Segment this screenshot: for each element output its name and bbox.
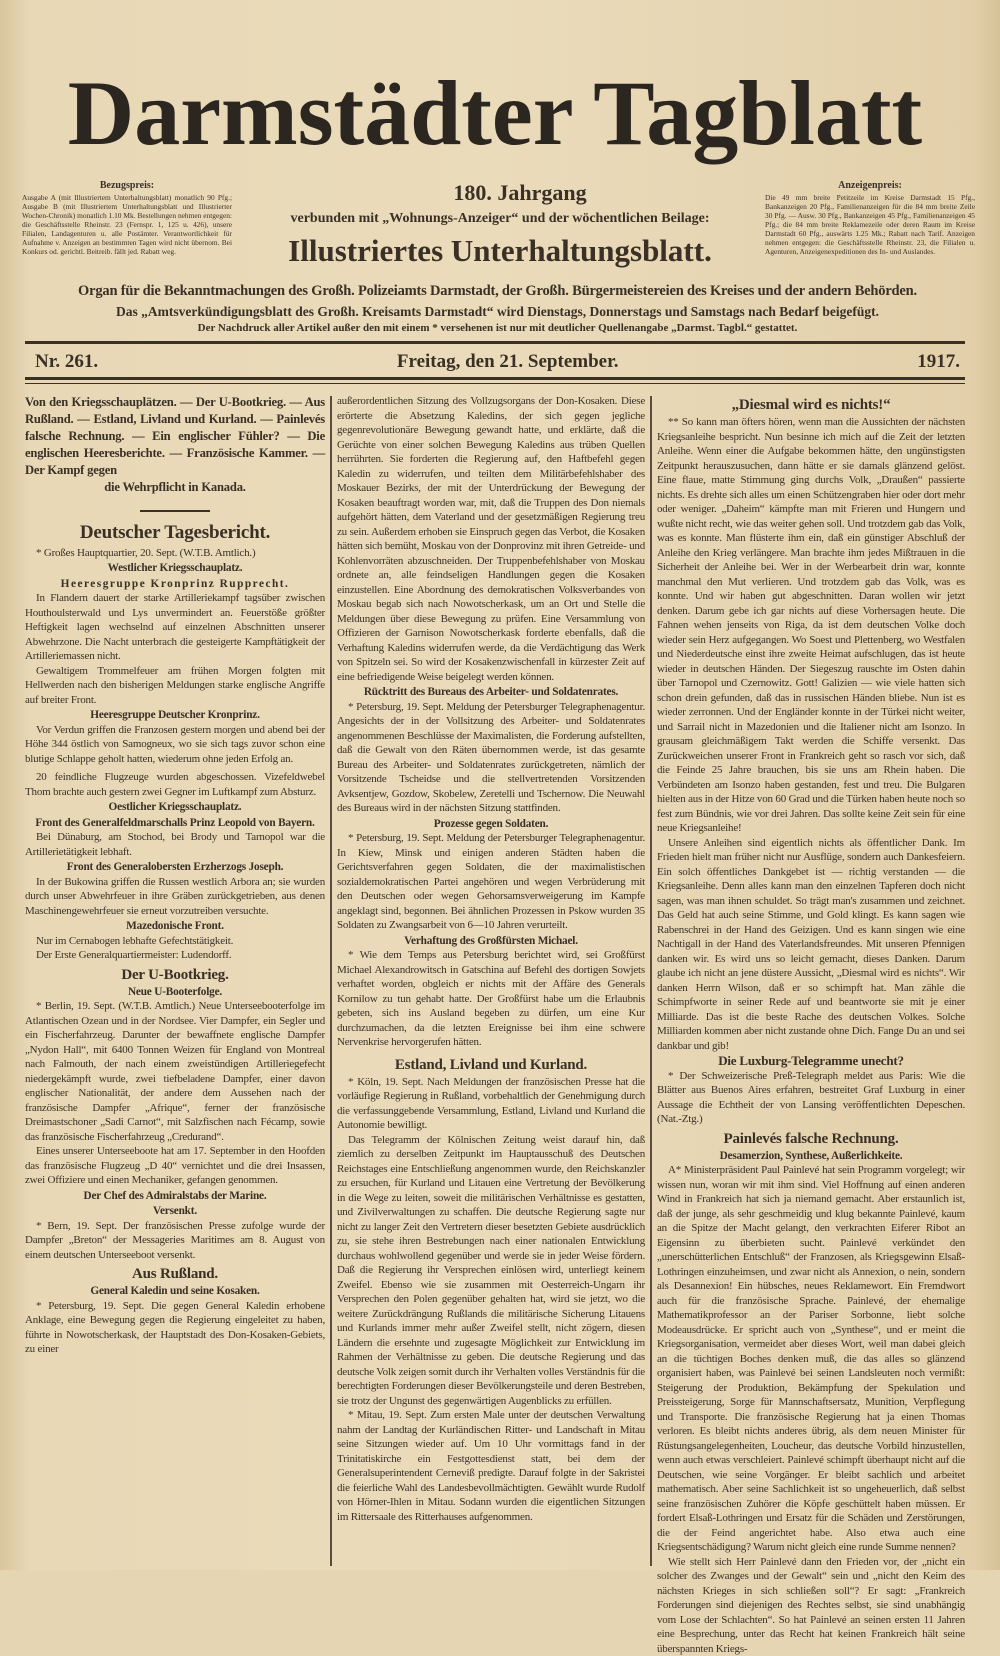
subhead: Mazedonische Front. [25, 919, 325, 934]
paragraph: Vor Verdun griffen die Franzosen gestern morgen und abend bei der Höhe 344 östlich von Samogneux, wo sie sich tags zuvor schon eine blutige Schlappe geholt hatten, wiederum ohne jeden Erfolg an. [25, 723, 325, 767]
subhead: Front des Generalfeldmarschalls Prinz Leopold von Bayern. [25, 816, 325, 831]
column-1 [25, 394, 325, 1357]
paragraph: * Wie dem Temps aus Petersburg berichtet wird, sei Großfürst Michael Alexandrowitsch in Gatschina auf Befehl des dortigen Sowjets verhaftet worden, obgleich er nichts mit der Affäre des Generals Kornilow zu tun gehabt hatte. Der Großfürst habe um die Erlaubnis gebeten, sich ins Ausland begeben zu dürfen, um eine Kur durchzumachen, da die letzten Ereignisse bei ihm eine schwere Nervenkrise hervorgerufen hätten. [337, 948, 645, 1050]
official-gazette-line: Das „Amtsverkündigungsblatt des Großh. Kreisamts Darmstadt“ wird Dienstags, Donnerstags und Samstags nach Bedarf beigefügt. [15, 303, 980, 320]
header-rule-top [25, 341, 965, 344]
paragraph: 20 feindliche Flugzeuge wurden abgeschossen. Vizefeldwebel Thom brachte auch gestern zwei Gegner im Luftkampf zum Absturz. [25, 770, 325, 799]
issue-year: 1917. [917, 350, 960, 374]
headline-estland: Estland, Livland und Kurland. [337, 1056, 645, 1074]
paragraph: In der Bukowina griffen die Russen westlich Arbora an; sie wurden durch unser Abwehrfeuer in ihre Gräben zurückgetrieben, aus denen Maschinengewehrfeuer sie erneut vorzutreiben versuchte. [25, 875, 325, 919]
headline-uboot: Der U-Bootkrieg. [25, 966, 325, 984]
volume-year: 180. Jahrgang [360, 180, 680, 206]
paragraph: In Flandern dauert der starke Artilleriekampf tagsüber zwischen Houthoulsterwald und Lys unvermindert an. Feuerstöße größter Heftigkeit lagen wechselnd auf einzelnen Abschnitten unserer Abwehrzone. Die Nacht unterbrach die gesteigerte Kampftätigkeit der Artilleriemassen nicht. [25, 591, 325, 664]
paragraph: Bei Dünaburg, am Stochod, bei Brody und Tarnopol war die Artillerietätigkeit lebhaft. [25, 830, 325, 859]
headline-painleve: Painlevés falsche Rechnung. [657, 1130, 965, 1148]
issue-number: Nr. 261. [35, 350, 98, 374]
paragraph: * Großes Hauptquartier, 20. Sept. (W.T.B. Amtlich.) [25, 546, 325, 561]
paragraph: * Petersburg, 19. Sept. Die gegen General Kaledin erhobene Anklage, eine Bewegung gegen die Regierung eingeleitet zu haben, führte in Nowotscherkask, der Hauptstadt des Don-Kosaken-Gebiets, zu einer [25, 1299, 325, 1357]
paragraph: Das Telegramm der Kölnischen Zeitung weist darauf hin, daß ziemlich zu derselben Zeitpunkt im Hauptausschuß des Deutschen Reichstages eine Entschließung angenommen wurde, den Reichskanzler zu ersuchen, für Kurland und Litauen eine Vertretung der Bevölkerung in die Wege zu leiten, soweit die militärischen Verhältnisse es gestatten, und Zivilverwaltungen zu schaffen. Die deutsche Regierung sagte nur nicht zu langer Zeit den Vertretern dieser besetzten Gebiete ausdrücklich zu, sie stehe ihren Bestrebungen nach einer nationalen Entwicklung durchaus wohlwollend gegenüber und werde sie in jeder Weise fördern. Daß die Regierung ihr Versprechen einlösen wird, unterliegt keinem Zweifel. Ebenso wie sie zusammen mit Oesterreich-Ungarn ihr Versprechen den Polen gegenüber gehalten hat, wird sie jetzt, wo die weitere Zurückdrängung Rußlands die militärische Sicherung Litauens und Kurlands immer mehr außer Zweifel stellt, nicht zögern, diesen Ländern die ersehnte und zugesagte Möglichkeit zur Entwicklung im Rahmen der Verhältnisse zu geben. Die deutsche Regierung und das deutsche Volk zeigen somit durch ihr Verhalten volles Verständnis für die berechtigten Forderungen dieser Bevölkerungsteile und deren Bestreben, sie trotz der Ungunst des gegenwärtigen Augenblicks zu erfüllen. [337, 1133, 645, 1409]
subhead: Rücktritt des Bureaus des Arbeiter- und Soldatenrates. [337, 685, 645, 700]
column-2 [337, 394, 645, 1524]
headline-russland: Aus Rußland. [25, 1265, 325, 1283]
subhead: Front des Generalobersten Erzherzogs Joseph. [25, 860, 325, 875]
subhead: Versenkt. [25, 1204, 325, 1219]
ad-price-title: Anzeigenpreis: [765, 180, 975, 191]
organ-line: Organ für die Bekanntmachungen des Großh. Polizeiamts Darmstadt, der Großh. Bürgermeistereien des Kreises und der andern Behörden. [15, 282, 980, 301]
paragraph: Nur im Cernabogen lebhafte Gefechtstätigkeit. [25, 934, 325, 949]
paragraph: Wie stellt sich Herr Painlevé dann den Frieden vor, der „nicht ein solcher des Zwanges und der Gewalt“ sein und „nicht den Keim des nächsten Krieges in sich schließen soll“? Er sagt: „Frankreich Forderungen sind diejenigen des Rechtes selbst, sie sind unabhängig vom Lose der Schlachten“. So hat Painlevé an seinen ersten 11 Jahren eine Besprechung, unter das Recht hat keinen Frankreich hält seine überspannten Kriegs- [657, 1555, 965, 1656]
paragraph: außerordentlichen Sitzung des Vollzugsorgans der Don-Kosaken. Diese erörterte die Absetzung Kaledins, der sich gegen jegliche gegenrevolutionäre Bewegung gewandt hatte, und erklärte, daß die Gerüchte von einer solchen Bewegung Kaledins aus trüben Quellen herrührten. Sie forderten die Regierung auf, den Haftbefehl gegen Kaledin zu widerrufen, und teilten dem Militärbefehlshaber des Moskauer Bezirks, der mit der Unterdrückung der Bewegung der Kosaken beauftragt worden war, mit, daß die Truppen des Don niemals aufgehört hätten, dem Vaterland und der gesetzmäßigen Regierung treu zu sein. Außerdem erhoben sie Einspruch gegen das Verbot, die Kosaken hätten sich bemüht, Moskau von der Donprovinz mit ihren Getreide- und Kohlenvorräten abzuschneiden. Der Truppenbefehlshaber von Moskau ordnete an, alle feindseligen Handlungen gegen die Kosaken einzustellen. Eine Abordnung des demokratischen Volksverbandes von Moskau begab sich nach Nowotscherkask, um an Ort und Stelle die Meldungen über diese Bewegung zu prüfen. Eine Versammlung von Offizieren der Garnison Nowotscherkask forderte ebenfalls, daß die Verhaftung Kaledins widerrufen werde, da die Verdächtigung das Werk von Spitzeln sei. So wird der Kosakenzwischenfall in kürzester Zeit auf eine befriedigende Weise beigelegt werden können. [337, 394, 645, 684]
subhead: Westlicher Kriegsschauplatz. [25, 561, 325, 576]
supplement-title: Illustriertes Unterhaltungsblatt. [225, 232, 775, 270]
reprint-notice: Der Nachdruck aller Artikel außer den mit einem * versehenen ist nur mit deutlicher Quellenangabe „Darmst. Tagbl.“ gestattet. [15, 321, 980, 335]
subhead: Oestlicher Kriegsschauplatz. [25, 800, 325, 815]
header-rule-thin [25, 383, 965, 384]
subhead: Prozesse gegen Soldaten. [337, 817, 645, 832]
supplement-note: verbunden mit „Wohnungs-Anzeiger“ und der wöchentlichen Beilage: [230, 210, 770, 228]
headline-diesmal: „Diesmal wird es nichts!“ [657, 396, 965, 414]
paragraph: * Der Schweizerische Preß-Telegraph meldet aus Paris: Wie die Blätter aus Buenos Aires erfahren, bestreitet Graf Luxburg in einer Aussage die Echtheit der von Lansing veröffentlichten Depeschen. (Nat.-Ztg.) [657, 1069, 965, 1127]
contents-summary-last: die Wehrpflicht in Kanada. [25, 479, 325, 496]
paragraph: * Mitau, 19. Sept. Zum ersten Male unter der deutschen Verwaltung nahm der Landtag der Kurländischen Ritter- und Landschaft in Mitau seine Sitzungen wieder auf. Um 10 Uhr vormittags fand in der Trinitatiskirche ein Festgottesdienst statt, bei dem der Generalsuperintendent Cerneviß predigte. Darauf folgte in der Sakristei die feierliche Wahl des Landesbevollmächtigten. Gewählt wurde Rudolf von Hörner-Ihlen in Mitau. Sodann wurden die eigentlichen Sitzungen im Rittersaale des Ritterhauses aufgenommen. [337, 1408, 645, 1524]
paragraph: * Petersburg, 19. Sept. Meldung der Petersburger Telegraphenagentur. In Kiew, Minsk und einigen anderen Städten haben die Gerichtsverfahren gegen Soldaten, die der maximalistischen sozialdemokratischen Partei angehören und wegen Verbrüderung mit den Deutschen oder wegen Gehorsamsverweigerung im Kampfe angeklagt sind, begonnen. Bei ähnlichen Prozessen in Pskow wurden 35 Soldaten zu Zwangsarbeit von 6—10 Jahren verurteilt. [337, 831, 645, 933]
column-divider [650, 396, 652, 1566]
paragraph: * Bern, 19. Sept. Der französischen Presse zufolge wurde der Dampfer „Breton“ der Messageries Maritimes am 8. August von einem deutschen Unterseeboot versenkt. [25, 1219, 325, 1263]
subhead: Desamerzion, Synthese, Außerlichkeite. [657, 1149, 965, 1164]
paragraph: Der Erste Generalquartiermeister: Ludendorff. [25, 948, 325, 963]
paragraph: Unsere Anleihen sind eigentlich nichts als öffentlicher Dank. Im Frieden hielt man früher nicht nur Ausflüge, sondern auch Dankesfeiern. Ein solch öffentliches Dankgebet ist — richtig verstanden — die Kriegsanleihe. Denn alles kann man den einzelnen Tapferen doch nicht sagen, was man ihnen schuldet. So trägt man's zusammen und zeichnet. Das Geld hat auch seine Stimme, und Gold klingt. Es kann sagen wie Rabenschrei in der Hand des Geizigen. Und es kann singen wie eine Nachtigall in der Hand des Vaterlandsfreundes. Mit unseren Pfennigen danken wir. Es wird uns so leicht gemacht, dieses Danken. Darum glaube ich nicht an jene düstere Aussicht, „Diesmal wird es nichts“. Wir danken Herrn Wilson, daß er so schimpft hat. Man zähle die Schimpfworte in seiner Rede auf und beantworte sie mit je einer Milliarde. Das ist die beste Rache des deutschen Volkes. Solche Milliarden kommen aber nicht zustande ohne Dich. Fange Du an und sei dankbar und gib! [657, 836, 965, 1054]
paragraph: * Berlin, 19. Sept. (W.T.B. Amtlich.) Neue Unterseebooterfolge im Atlantischen Ozean und in der Nordsee. Vier Dampfer, ein Segler und ein Fischerfahrzeug. Darunter der bewaffnete englische Dampfer „Nydon Hall“, mit 6400 Tonnen Weizen für England von Montreal nach Falmouth, der nach einem zweistündigen Artilleriegefecht niedergekämpft wurde, zwei tiefbeladene Dampfer, einer davon englischer Nationalität, der andere dem Aussehen nach der französische Dampfer „Afrique“, ferner der französische Dreimastschoner „Sadi Carnot“, mit Salzfischen nach Fécamp, sowie das französische Fischerfahrzeug „Credurand“. [25, 999, 325, 1144]
subhead: Heeresgruppe Kronprinz Rupprecht. [25, 577, 325, 592]
newspaper-masthead: Darmstädter Tagblatt [20, 58, 970, 168]
paragraph: Eines unserer Unterseeboote hat am 17. September in den Hoofden das französische Flugzeug „D 40“ vernichtet und die drei Insassen, zwei Offiziere und einen Mechaniker, gefangen genommen. [25, 1144, 325, 1188]
column-divider [330, 396, 332, 1566]
dateline [35, 350, 960, 374]
subscription-price-text: Ausgabe A (mit Illustriertem Unterhaltungsblatt) monatlich 90 Pfg.; Ausgabe B (mit Illustriertem Unterhaltungsblatt und Illustrierter Wochen-Chronik) monatlich 1.10 Mk. Bestellungen nehmen entgegen: die Geschäftsstelle Rheinstr. 23 (Fernspr. 1, 125 u. 426), unsere Filialen, Landagenturen u. alle Postämter. Verantwortlichkeit für Aufnahme v. Anzeigen an bestimmten Tagen wird nicht übernom. Bei Konkurs od. gerichtl. Beitreib. fällt jed. Rabatt weg. [22, 193, 232, 256]
ad-price-box [765, 180, 975, 256]
paragraph: Gewaltigem Trommelfeuer am frühen Morgen folgten mit Hellwerden nach den bisherigen Meldungen starke englische Angriffe auf breiter Front. [25, 664, 325, 708]
subhead: Heeresgruppe Deutscher Kronprinz. [25, 708, 325, 723]
paragraph: A* Ministerpräsident Paul Painlevé hat sein Programm vorgelegt; wir wissen nun, woran wir mit ihm sind. Viel Hoffnung auf einen anderen Wind in Frankreich hat sich ja niemand gemacht. Aber erstaunlich ist, daß der junge, als sehr geschmeidig und klug bekannte Painlevé, kaum an die Spitze der Macht gelangt, den verkrachten Eiferer Ribot an Eigensinn zu überbieten sucht. Painlevé verkündet den „unerschütterlichen Entschluß“ der Franzosen, als Kriegsgewinn Elsaß-Lothringen einzuheimsen, und zwar nicht als Annexion, o nein, sondern als Desannexion! Ein hübsches, neues Reklamewort. Ein Fremdwort auch für die französische Sprache. Painlevé, der ehemalige Mathematikprofessor an der Pariser Sorbonne, liebt solche Modeausdrücke. Er spricht auch von „Synthese“, und er meint die Kriegsorganisation, vermeidet aber dieses Wort, weil man dabei gleich an die tüchtigen Boches denken muß, die das alles so glänzend organisiert haben, was Painlevé bei seinen Landsleuten noch vermißt: Steigerung der Produktion, Bekämpfung der Spekulation und Preissteigerung, Sorge für Mannschaftsersatz, Munition, Verpflegung und Transporte. Die französische Regierung hat ja einen Thomas verloren. Es bleibt nichts anderes übrig, als dem neuen Minister für Rüstungsangelegenheiten, Loucheur, das deutsche Vorbild hinzustellen, wenn auch etwas verschleiert. Painlevé schimpft überhaupt nicht auf die Deutschen, wie seine Vorgänger. Er bleibt sachlich und arbeitet mathematisch. Aber seine Sachlichkeit ist so ungeheuerlich, daß selbst seine französischen Zuhörer die Köpfe geschüttelt haben müssen. Er fordert Elsaß-Lothringen und Ersatz für die Schäden und Zerstörungen, die der Feind angerichtet habe. Also etwa auch eine Kriegsentschädigung? Warum nicht gleich eine runde Summe nennen? [657, 1163, 965, 1555]
subscription-price-title: Bezugspreis: [22, 180, 232, 191]
signature: Der Chef des Admiralstabs der Marine. [25, 1189, 325, 1204]
separator [140, 510, 210, 512]
subhead: General Kaledin und seine Kosaken. [25, 1284, 325, 1299]
paragraph: * Köln, 19. Sept. Nach Meldungen der französischen Presse hat die vorläufige Regierung in Rußland, vorbehaltlich der Genehmigung durch die verfassunggebende Versammlung, Estland, Livland und Kurland die Autonomie bewilligt. [337, 1075, 645, 1133]
issue-date: Freitag, den 21. September. [397, 350, 619, 374]
ad-price-text: Die 49 mm breite Petitzeile im Kreise Darmstadt 15 Pfg., Bankanzeigen 20 Pfg., Familienanzeigen für die 84 mm breite Zeile 30 Pfg. — Ausw. 30 Pfg., Bankanzeigen 45 Pfg., Familienanzeigen 45 Pfg.; die 84 mm breite Reklamezeile oder deren Raum im Kreise Darmstadt 60 Pfg., auswärts 1.25 Mk.; Rabatt nach Tarif. Anzeigen nehmen entgegen: die Geschäftsstelle Rheinstr. 23, die Filialen u. Agenturen, Anzeigenexpeditionen des In- und Auslandes. [765, 193, 975, 256]
contents-summary: Von den Kriegsschauplätzen. — Der U-Bootkrieg. — Aus Rußland. — Estland, Livland und Kurland. — Painlevés falsche Rechnung. — Ein englischer Fühler? — Die englischen Heeresberichte. — Französische Kammer. — Der Kampf gegen [25, 394, 325, 479]
headline-tagesbericht: Deutscher Tagesbericht. [25, 522, 325, 544]
header-rule-bottom [25, 377, 965, 380]
paragraph: * Petersburg, 19. Sept. Meldung der Petersburger Telegraphenagentur. Angesichts der in der Vollsitzung des Arbeiter- und Soldatenrates angenommenen Beschlüsse der Maximalisten, die Forderung aufstellten, daß die Gewalt von den Räten übernommen werde, ist das gesamte Bureau des Arbeiter- und Soldatenrates zurückgetreten, nämlich der Vorsitzende Tscheidse und die stellvertretenden Vorsitzenden Avksentjew, Gozdow, Skobelew, Zeretelli und Tschernow. Die Neuwahl des Bureaus wird in der nächsten Sitzung stattfinden. [337, 700, 645, 816]
column-3 [657, 394, 965, 1656]
subscription-price-box [22, 180, 232, 256]
subhead: Verhaftung des Großfürsten Michael. [337, 934, 645, 949]
subhead: Neue U-Booterfolge. [25, 985, 325, 1000]
headline-luxburg: Die Luxburg-Telegramme unecht? [657, 1054, 965, 1069]
paragraph: ** So kann man öfters hören, wenn man die Aussichten der nächsten Kriegsanleihe bespricht. Nun besinne ich mich auf die Zeit der letzten Anleihe. Wenn einer die Aufgabe bekommen hätte, den ungünstigsten Zeitpunkt herauszusuchen, dann hätte er sie damals glänzend gelöst. Eine flaue, matte Stimmung ging durchs Volk, „Draußen“ passierte nichts. Es drehte sich alles um einen Schützengraben hier oder dort mehr oder weniger. „Daheim“ kämpfte man mit Frieren und Hungern und wußte nicht recht, wie das weiter gehen soll. Und trotzdem gab das Volk, was es konnte. Man flüsterte ihm ein, daß ein günstiger Abschluß der Anleihe den Krieg verlängere. Man brachte ihm jedes Mißtrauen in die Sicherheit der Anleihe bei. Wer in der Werbearbeit drin war, konnte manchmal den Mut verlieren. Und trotzdem gab das Volk, was es konnte. Und wir haben gut abgeschnitten. Daran wollen wir jetzt denken. Darum gebe ich gar nichts auf diese Vorhersagen heute. Die Fahnen wehen jenseits von Riga, da ist dem deutschen Volke doch wieder sein Herz aufgegangen. Wo Soest und Plettenberg, wo Westfalen und Niederdeutsche einst ihre zweite Heimat aufschlugen, das ist heute wieder in deutschen Händen. Der Siegeszug rauschte im Osten dahin über Tarnopol und Czernowitz. Gott! Galizien — wie viele hatten sich schon drein gefunden, daß das in russischen Händen bliebe. Nun ist es wieder zerronnen. Und der Engländer konnte in der Türkei nicht weiter, und Sarrail nicht in Mazedonien und die Italiener nicht am Isonzo. In grausam gleichmäßigem Takt werden die Schiffe versenkt. Das Zurückweichen unserer Front in Frankreich geht so rasch vor sich, daß die Feinde 25 Jahre brauchen, bis sie uns am Rhein haben. Die Verbündeten am Isonzo haben gestanden, fest und treu. Die Bulgaren hielten aus in der Hitze von 60 Grad und die Türken haben heute noch so fest zum Bündnis, wie vor drei Jahren. Das sollte keine Zeit sein für eine neue Kriegsanleihe! [657, 415, 965, 836]
